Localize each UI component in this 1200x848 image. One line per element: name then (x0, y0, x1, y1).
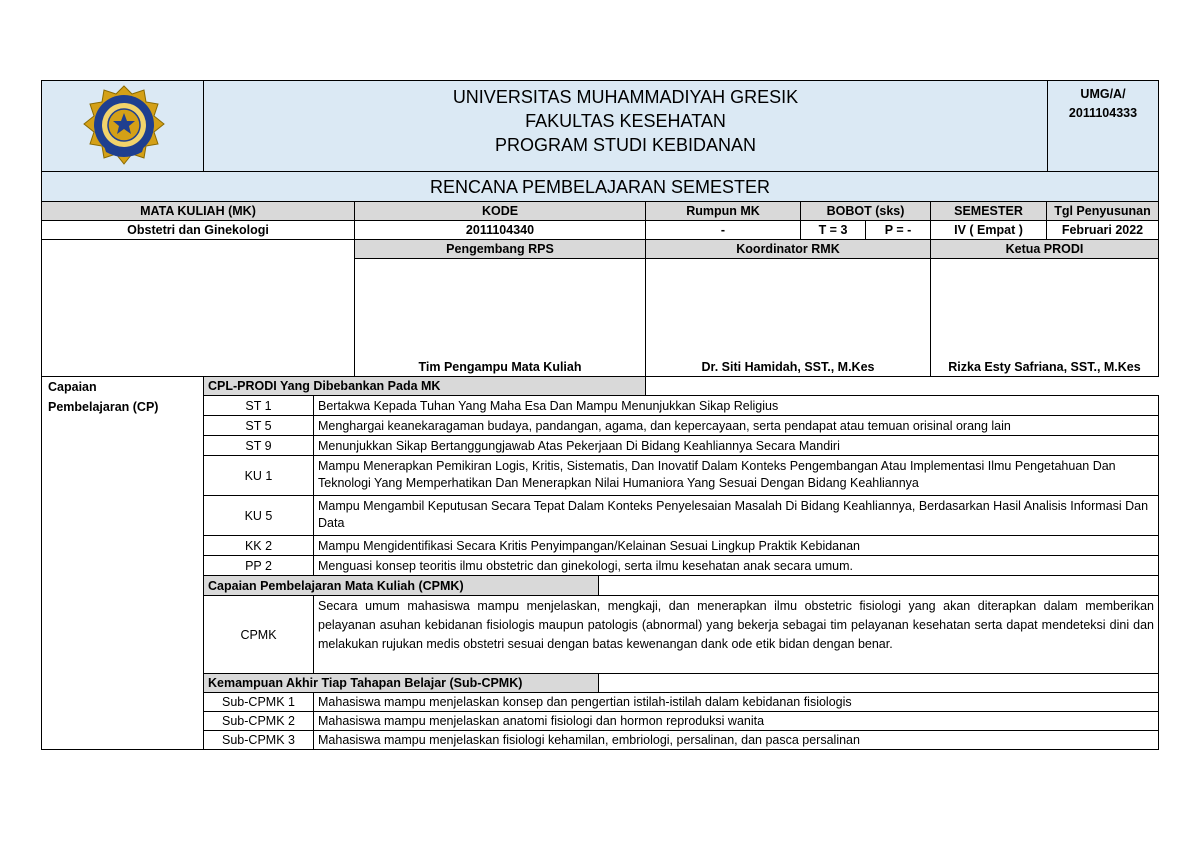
cp-label-line1: Capaian (48, 380, 97, 394)
cpmk-header: Capaian Pembelajaran Mata Kuliah (CPMK) (203, 575, 599, 596)
sub-cpmk-text: Mahasiswa mampu menjelaskan konsep dan pengertian istilah-istilah dalam kebidanan fisiologis (313, 692, 1159, 712)
doc-title: RENCANA PEMBELAJARAN SEMESTER (41, 171, 1159, 202)
signature-ketua (930, 258, 1159, 377)
cpl-text: Mampu Mengambil Keputusan Secara Tepat Dalam Konteks Penyelesaian Masalah Di Bidang Keahliannya, Berdasarkan Hasil Analisis Informasi Dan Data (313, 495, 1159, 536)
sub-cpmk-code: Sub-CPMK 3 (203, 730, 314, 750)
header-pengembang: Pengembang RPS (354, 239, 646, 259)
doc-code-line1: UMG/A/ (1080, 87, 1126, 101)
sub-cpmk-text: Mahasiswa mampu menjelaskan fisiologi kehamilan, embriologi, persalinan, dan pasca persalinan (313, 730, 1159, 750)
university-logo (74, 84, 174, 170)
cpl-text: Mampu Menerapkan Pemikiran Logis, Kritis, Sistematis, Dan Inovatif Dalam Konteks Pengembangan Atau Implementasi Ilmu Pengetahuan Dan Teknologi Yang Memperhatikan Dan Menerapkan Nilai Humaniora Yang Sesuai Dengan Bidang Keahliannya (313, 455, 1159, 496)
sub-cpmk-text: Mahasiswa mampu menjelaskan anatomi fisiologi dan hormon reproduksi wanita (313, 711, 1159, 731)
cpl-text: Menghargai keanekaragaman budaya, pandangan, agama, dan kepercayaan, serta pendapat atau temuan orisinal orang lain (313, 415, 1159, 436)
cpl-code: PP 2 (203, 555, 314, 576)
signature-koordinator (645, 258, 931, 377)
header-tgl: Tgl Penyusunan (1046, 201, 1159, 221)
cpmk-code: CPMK (203, 595, 314, 674)
doc-code-line2: 2011104333 (1068, 106, 1138, 120)
name-pengembang: Tim Pengampu Mata Kuliah (418, 360, 582, 374)
header-ketua: Ketua PRODI (930, 239, 1159, 259)
name-koordinator: Dr. Siti Hamidah, SST., M.Kes (701, 360, 875, 374)
value-rumpun: - (645, 220, 801, 240)
value-t: T = 3 (800, 220, 866, 240)
cpmk-text: Secara umum mahasiswa mampu menjelaskan, mengkaji, dan menerapkan ilmu obstetric fisiologi yang akan diterapkan dalam memberikan pelayanan asuhan kebidanan fisiologis maupun patologis (abnormal) yang bekerja sebagai tim pelayanan kesehatan serta dapat mendeteksi dini dan melakukan rujukan medis obstetri sesuai dengan batas kewenangan dank ode etik bidan dengan benar. (313, 595, 1159, 674)
header-bobot: BOBOT (sks) (800, 201, 931, 221)
sub-cpmk-header-spacer (598, 673, 1159, 693)
approval-blank (41, 239, 355, 377)
value-mk: Obstetri dan Ginekologi (41, 220, 355, 240)
sub-cpmk-code: Sub-CPMK 1 (203, 692, 314, 712)
institution-cell (203, 80, 1048, 172)
doc-code-cell (1047, 80, 1159, 172)
header-rumpun: Rumpun MK (645, 201, 801, 221)
header-kode: KODE (354, 201, 646, 221)
sub-cpmk-code: Sub-CPMK 2 (203, 711, 314, 731)
cpl-code: ST 1 (203, 395, 314, 416)
faculty-name: FAKULTAS KESEHATAN (525, 111, 726, 131)
university-name: UNIVERSITAS MUHAMMADIYAH GRESIK (452, 87, 799, 107)
sub-cpmk-header: Kemampuan Akhir Tiap Tahapan Belajar (Sub-CPMK) (203, 673, 599, 693)
cpmk-header-spacer (598, 575, 1159, 596)
logo-cell (41, 80, 204, 172)
cp-label-cell (41, 376, 204, 750)
cp-label-line2: Pembelajaran (CP) (48, 400, 159, 414)
value-tgl: Februari 2022 (1046, 220, 1159, 240)
header-semester: SEMESTER (930, 201, 1047, 221)
cpl-text: Menguasi konsep teoritis ilmu obstetric dan ginekologi, serta ilmu kesehatan anak secara umum. (313, 555, 1159, 576)
value-kode: 2011104340 (354, 220, 646, 240)
cpl-header: CPL-PRODI Yang Dibebankan Pada MK (203, 376, 646, 396)
value-p: P = - (865, 220, 931, 240)
name-ketua: Rizka Esty Safriana, SST., M.Kes (948, 360, 1141, 374)
cpl-code: KK 2 (203, 535, 314, 556)
cpl-text: Mampu Mengidentifikasi Secara Kritis Penyimpangan/Kelainan Sesuai Lingkup Praktik Kebidanan (313, 535, 1159, 556)
header-mk: MATA KULIAH (MK) (41, 201, 355, 221)
cpl-code: KU 5 (203, 495, 314, 536)
cpl-text: Bertakwa Kepada Tuhan Yang Maha Esa Dan Mampu Menunjukkan Sikap Religius (313, 395, 1159, 416)
cpl-text: Menunjukkan Sikap Bertanggungjawab Atas Pekerjaan Di Bidang Keahliannya Secara Mandiri (313, 435, 1159, 456)
cpl-code: KU 1 (203, 455, 314, 496)
program-name: PROGRAM STUDI KEBIDANAN (494, 135, 757, 155)
cpl-code: ST 9 (203, 435, 314, 456)
signature-pengembang (354, 258, 646, 377)
cpl-code: ST 5 (203, 415, 314, 436)
value-semester: IV ( Empat ) (930, 220, 1047, 240)
header-koordinator: Koordinator RMK (645, 239, 931, 259)
